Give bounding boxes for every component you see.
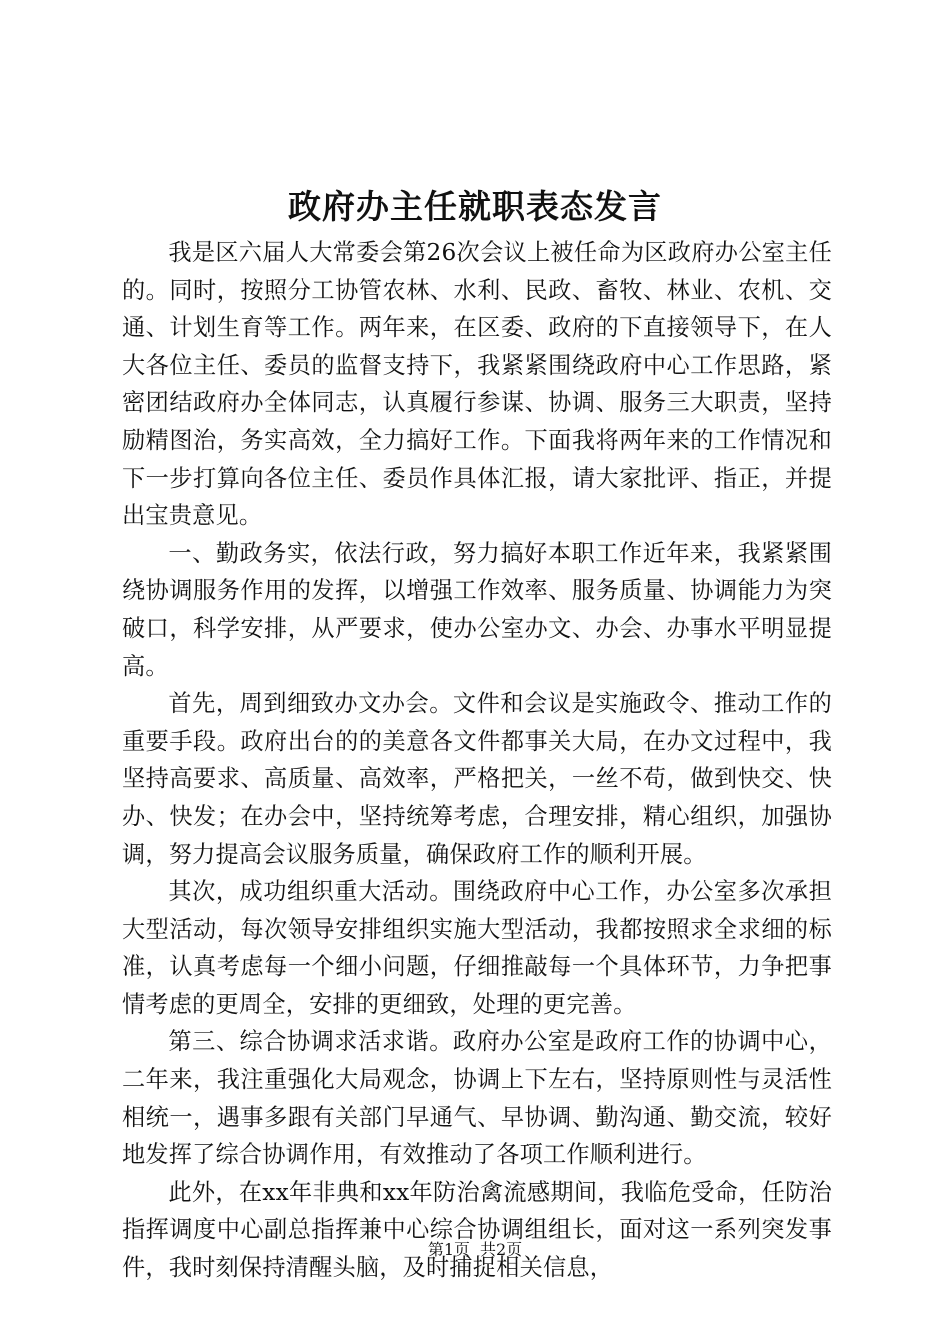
page-footer xyxy=(0,1238,950,1262)
paragraph-second: 其次，成功组织重大活动。围绕政府中心工作，办公室多次承担大型活动，每次领导安排组织实施大型活动，我都按照求全求细的标准，认真考虑每一个细小问题，仔细推敲每一个具体环节，力争把事情考虑的更周全，安排的更细致，处理的更完善。 xyxy=(122,878,832,1018)
document-body xyxy=(122,234,832,1287)
paragraph-section-one: 一、勤政务实，依法行政，努力搞好本职工作近年来，我紧紧围绕协调服务作用的发挥，以增强工作效率、服务质量、协调能力为突破口，科学安排，从严要求，使办公室办文、办会、办事水平明显提高。 xyxy=(122,539,832,680)
paragraph-intro: 我是区六届人大常委会第26次会议上被任命为区政府办公室主任的。同时，按照分工协管农林、水利、民政、畜牧、林业、农机、交通、计划生育等工作。两年来，在区委、政府的下直接领导下，在人大各位主任、委员的监督支持下，我紧紧围绕政府中心工作思路，紧密团结政府办全体同志，认真履行参谋、协调、服务三大职责，坚持励精图治，务实高效，全力搞好工作。下面我将两年来的工作情况和下一步打算向各位主任、委员作具体汇报，请大家批评、指正，并提出宝贵意见。 xyxy=(122,239,832,530)
page-number-total: 共2页 xyxy=(480,1240,523,1259)
paragraph-third: 第三、综合协调求活求谐。政府办公室是政府工作的协调中心，二年来，我注重强化大局观念，协调上下左右，坚持原则性与灵活性相统一，遇事多跟有关部门早通气、早协调、勤沟通、勤交流，较好地发挥了综合协调作用，有效推动了各项工作顺利进行。 xyxy=(122,1028,832,1169)
document-title: 政府办主任就职表态发言 xyxy=(288,187,662,226)
page-number-current: 第1页 xyxy=(427,1240,470,1259)
paragraph-additionally: 此外，在xx年非典和xx年防治禽流感期间，我临危受命，任防治指挥调度中心副总指挥兼中心综合协调组组长，面对这一系列突发事件，我时刻保持清醒头脑，及时捕捉相关信息， xyxy=(122,1178,832,1282)
paragraph-first: 首先，周到细致办文办会。文件和会议是实施政令、推动工作的重要手段。政府出台的的美意各文件都事关大局，在办文过程中，我坚持高要求、高质量、高效率，严格把关，一丝不苟，做到快交、快办、快发；在办会中，坚持统筹考虑，合理安排，精心组织，加强协调，努力提高会议服务质量，确保政府工作的顺利开展。 xyxy=(122,690,832,868)
